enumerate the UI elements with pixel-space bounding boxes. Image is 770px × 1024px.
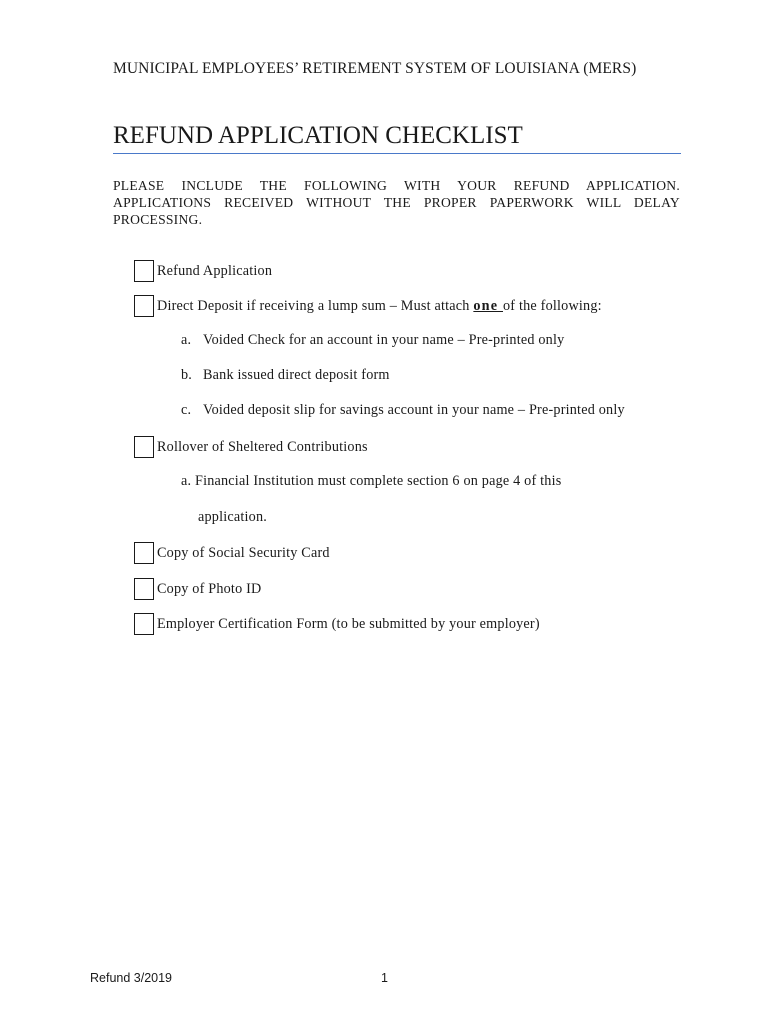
checkbox[interactable]	[134, 542, 154, 564]
organization-header: MUNICIPAL EMPLOYEES’ RETIREMENT SYSTEM OF LOUISIANA (MERS)	[113, 60, 637, 77]
option-text: Voided Check for an account in your name – Pre-printed only	[203, 332, 565, 348]
checklist-item-label	[157, 298, 602, 315]
instructions-text: PLEASE INCLUDE THE FOLLOWING WITH YOUR REFUND APPLICATION. APPLICATIONS RECEIVED WITHOUT THE PROPER PAPERWORK WILL DELAY PROCESSING.	[113, 178, 680, 227]
direct-deposit-option	[181, 367, 390, 384]
option-marker: a.	[181, 332, 192, 348]
option-text: Voided deposit slip for savings account in your name – Pre-printed only	[203, 402, 625, 418]
checkbox[interactable]	[134, 436, 154, 458]
checklist-item-label: Copy of Photo ID	[157, 580, 262, 597]
checklist-item-refund-application[interactable]	[134, 259, 272, 283]
page-title: REFUND APPLICATION CHECKLIST	[113, 121, 681, 154]
option-marker: b.	[181, 367, 193, 383]
checklist-item-employer-certification[interactable]	[134, 612, 540, 636]
direct-deposit-suffix: of the following:	[503, 297, 602, 314]
checkbox[interactable]	[134, 578, 154, 600]
option-text: Bank issued direct deposit form	[203, 367, 390, 383]
checklist-item-label: Refund Application	[157, 262, 273, 279]
checklist-item-photo-id[interactable]	[134, 577, 262, 601]
checkbox[interactable]	[134, 260, 154, 282]
checklist-item-direct-deposit[interactable]	[134, 294, 602, 318]
direct-deposit-prefix: Direct Deposit if receiving a lump sum – Must attach	[157, 297, 474, 314]
checklist-item-label: Employer Certification Form (to be submitted by your employer)	[157, 615, 540, 632]
checklist-item-social-security-card[interactable]	[134, 541, 330, 565]
direct-deposit-emphasis: one	[473, 297, 503, 314]
rollover-note-continued: application.	[198, 509, 267, 525]
checklist-item-label: Copy of Social Security Card	[157, 544, 330, 561]
checkbox[interactable]	[134, 613, 154, 635]
page-number: 1	[381, 971, 388, 985]
direct-deposit-option	[181, 402, 625, 419]
checkbox[interactable]	[134, 295, 154, 317]
rollover-note: a. Financial Institution must complete section 6 on page 4 of this	[181, 473, 562, 489]
checklist-item-label: Rollover of Sheltered Contributions	[157, 438, 368, 455]
option-marker: c.	[181, 402, 192, 418]
checklist-item-rollover[interactable]	[134, 435, 368, 459]
direct-deposit-option	[181, 332, 564, 349]
footer-revision: Refund 3/2019	[90, 971, 173, 985]
